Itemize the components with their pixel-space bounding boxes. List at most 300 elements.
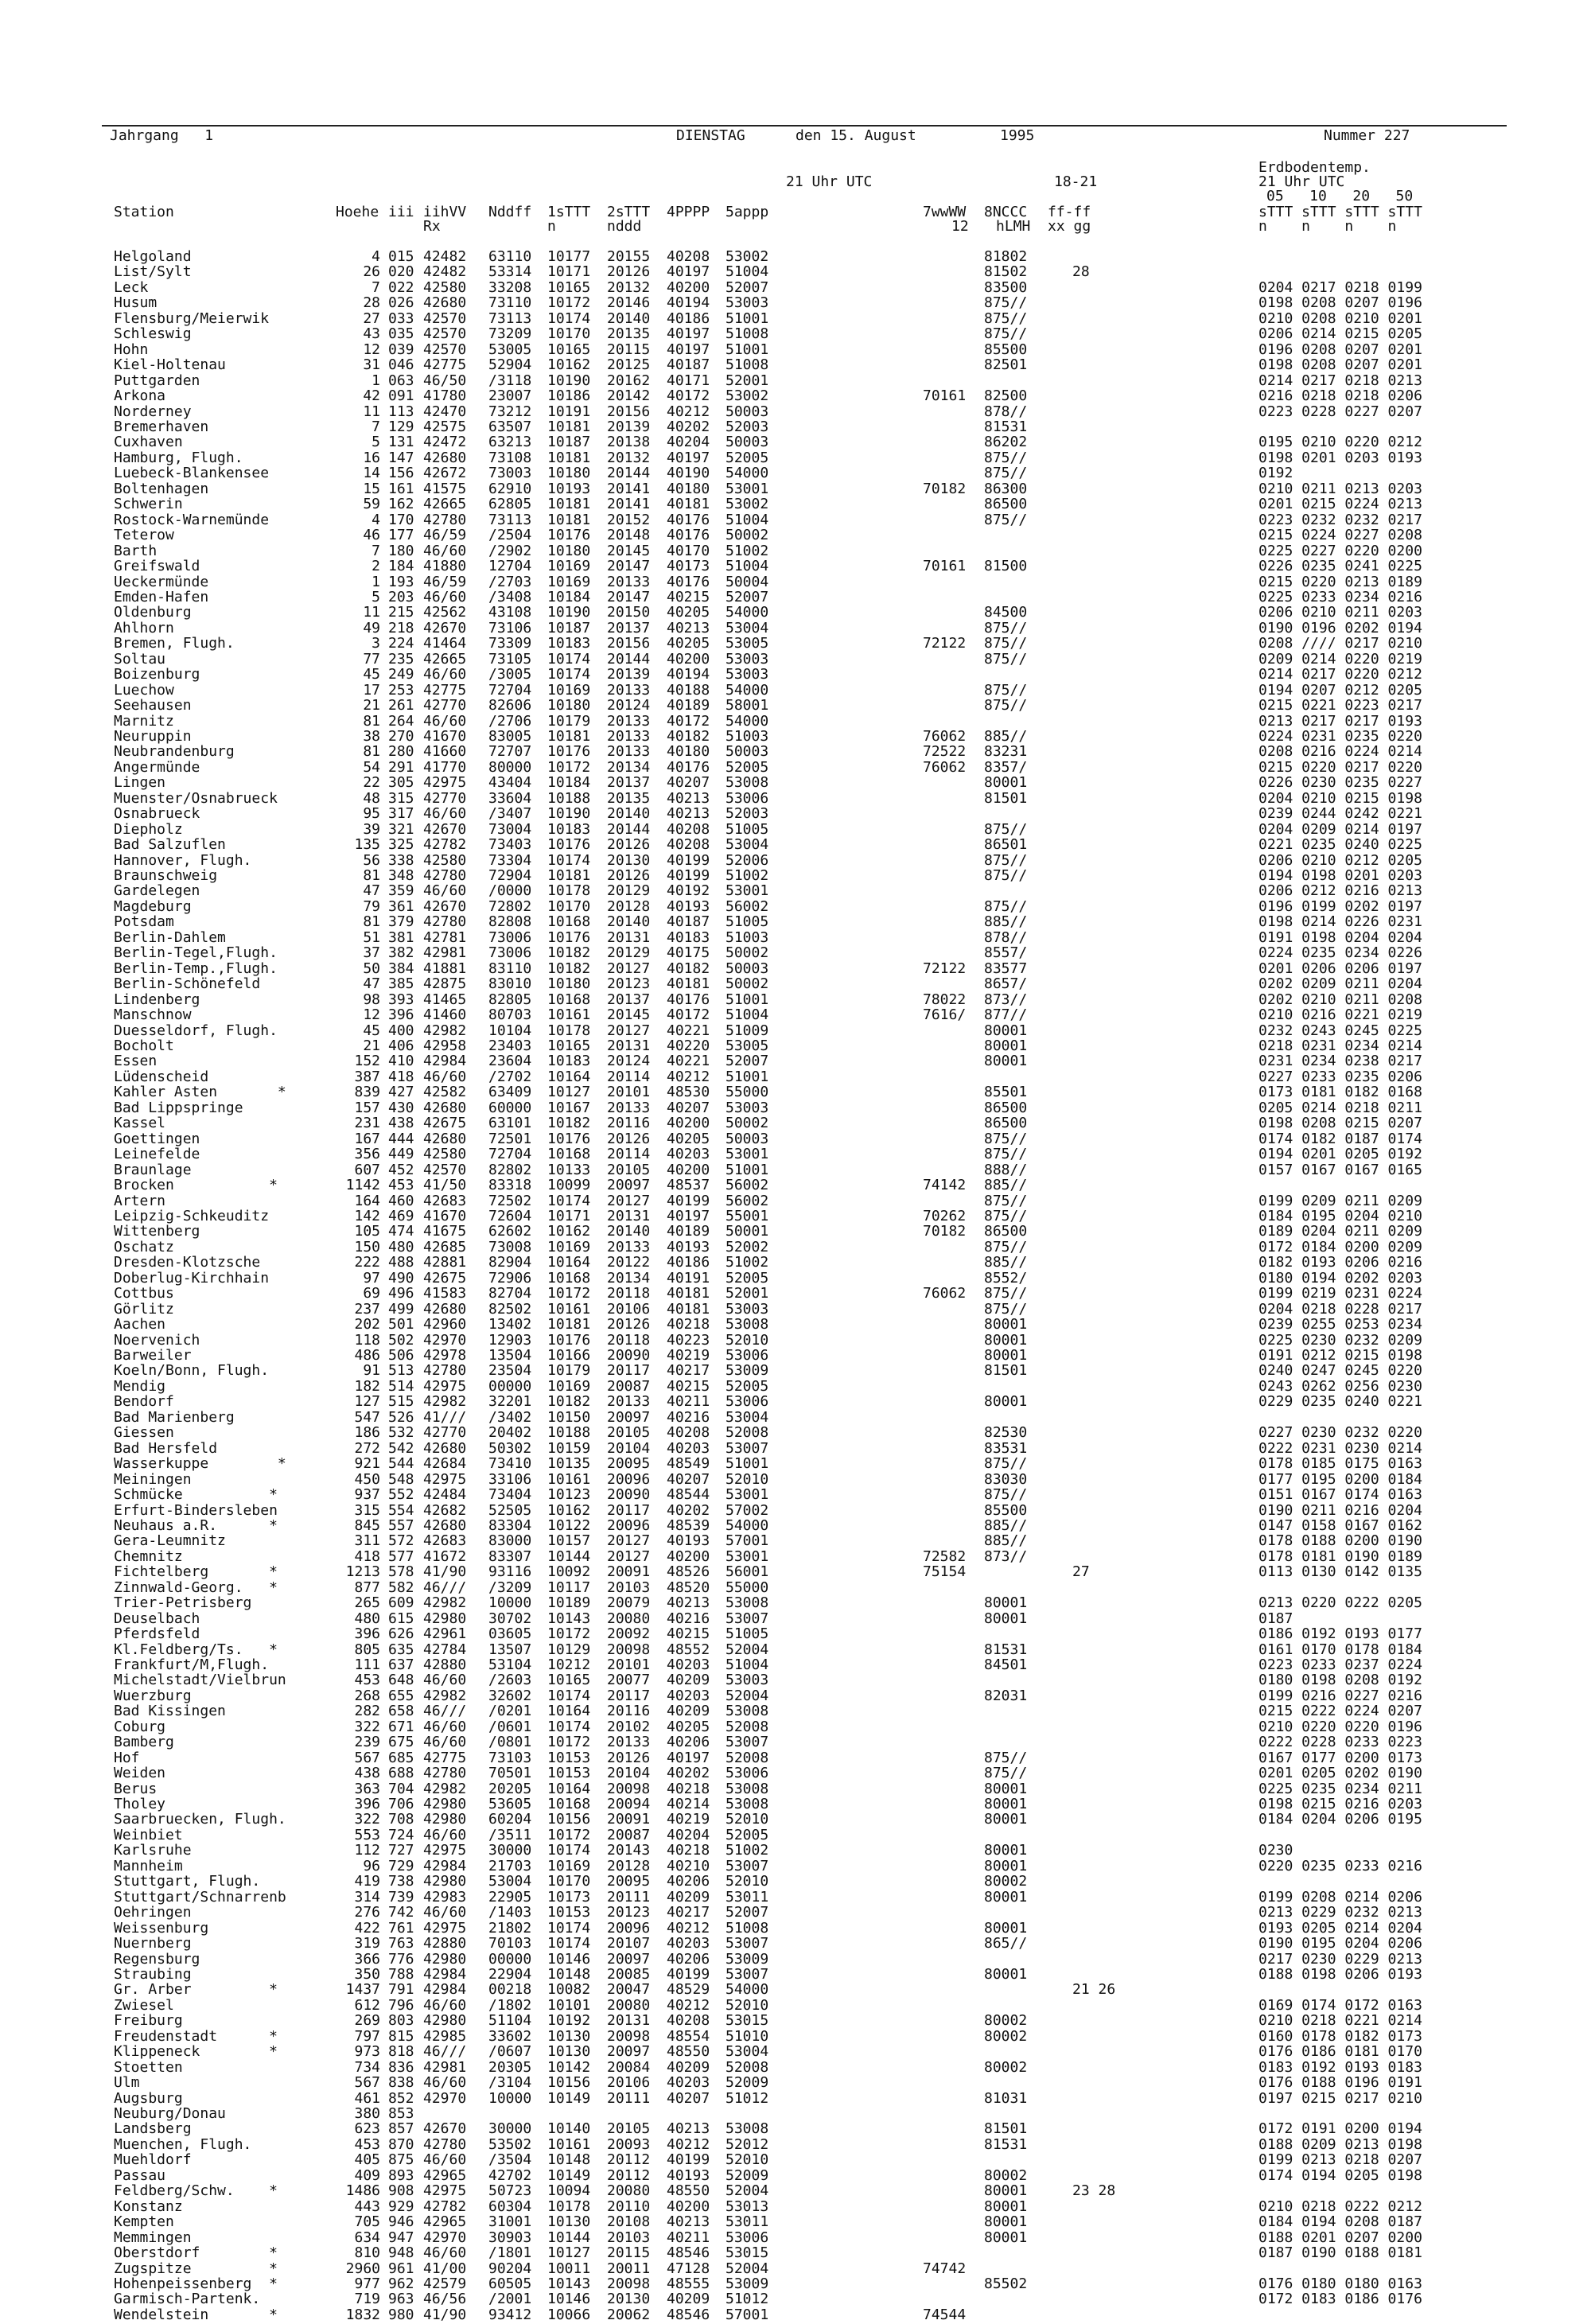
station-height: 81 — [363, 913, 380, 931]
station-iii: 180 — [388, 542, 414, 559]
station-1sttt: 10171 — [547, 263, 591, 281]
station-iii: 063 — [388, 372, 414, 389]
station-8nccc: 80001 — [984, 1610, 1028, 1627]
station-name: Wuerzburg — [114, 1687, 192, 1704]
station-8nccc: 875// — [984, 1285, 1028, 1302]
station-iihvv: 41880 — [423, 558, 467, 574]
station-8nccc: 80001 — [984, 1965, 1028, 1983]
station-5appp: 52008 — [725, 1718, 769, 1735]
station-2sttt: 20097 — [607, 1408, 651, 1426]
station-2sttt: 20131 — [607, 1037, 651, 1054]
station-8nccc: 80001 — [984, 1857, 1028, 1874]
station-2sttt: 20155 — [607, 248, 651, 265]
station-iii: 156 — [388, 465, 414, 482]
station-height: 845 — [354, 1516, 380, 1534]
station-8nccc: 875// — [984, 1130, 1028, 1147]
station-4pppp: 48550 — [667, 2043, 710, 2061]
station-iihvv: 42775 — [423, 1749, 467, 1766]
station-nddff: 82704 — [488, 1285, 532, 1302]
station-name: Augsburg — [114, 2089, 183, 2107]
station-height: 268 — [354, 1687, 380, 1704]
station-soil-temps: 0198 0208 0207 0201 — [1258, 356, 1422, 374]
station-iii: 514 — [388, 1377, 414, 1395]
station-1sttt: 10181 — [547, 727, 591, 745]
station-name: Dresden-Klotzsche — [114, 1254, 261, 1271]
station-iihvv: 42575 — [423, 418, 467, 435]
station-4pppp: 40207 — [667, 774, 710, 792]
station-8nccc: 8657/ — [984, 975, 1028, 993]
soil-depths: 05 10 20 50 — [1266, 188, 1414, 204]
station-iii: 280 — [388, 743, 414, 761]
jahrgang-label: Jahrgang 1 — [110, 127, 214, 144]
station-soil-temps: 0224 0235 0234 0226 — [1258, 944, 1422, 962]
col-7wwww: 7wwWW — [923, 204, 967, 220]
station-4pppp: 40186 — [667, 1254, 710, 1271]
station-iihvv: 42570 — [423, 341, 467, 358]
station-2sttt: 20102 — [607, 1718, 651, 1735]
station-name: List/Sylt — [114, 263, 192, 281]
station-nddff: 72501 — [488, 1130, 532, 1147]
station-name: Bocholt — [114, 1037, 174, 1054]
station-nddff: 93116 — [488, 1563, 532, 1581]
station-name: Leinefelde — [114, 1146, 200, 1163]
station-4pppp: 40218 — [667, 1316, 710, 1333]
station-iihvv: 42579 — [423, 2275, 467, 2292]
station-1sttt: 10174 — [547, 1842, 591, 1859]
station-iihvv: 42984 — [423, 1965, 467, 1983]
station-height: 39 — [363, 820, 380, 838]
station-5appp: 51005 — [725, 820, 769, 838]
station-iihvv: 42570 — [423, 1161, 467, 1178]
station-1sttt: 10127 — [547, 2244, 591, 2261]
station-8nccc: 86202 — [984, 434, 1028, 451]
station-4pppp: 40175 — [667, 944, 710, 962]
station-iii: 791 — [388, 1981, 414, 1999]
station-height: 47 — [363, 882, 380, 900]
station-8nccc: 85500 — [984, 341, 1028, 358]
station-iihvv: 42781 — [423, 928, 467, 946]
station-iii: 381 — [388, 928, 414, 946]
station-4pppp: 40206 — [667, 1734, 710, 1751]
station-1sttt: 10130 — [547, 2043, 591, 2061]
station-8nccc: 80001 — [984, 2229, 1028, 2246]
col-iii: iii — [388, 204, 414, 220]
station-soil-temps: 0204 0210 0215 0198 — [1258, 789, 1422, 807]
station-1sttt: 10176 — [547, 1331, 591, 1349]
station-4pppp: 40215 — [667, 588, 710, 605]
station-nddff: /0201 — [488, 1703, 532, 1720]
station-height: 17 — [363, 681, 380, 699]
station-iii: 162 — [388, 496, 414, 513]
station-iihvv: 46/59 — [423, 527, 467, 544]
station-iihvv: 42980 — [423, 1610, 467, 1627]
station-4pppp: 40200 — [667, 1547, 710, 1565]
station-iihvv: 42580 — [423, 851, 467, 869]
station-5appp: 52010 — [725, 1996, 769, 2014]
station-soil-temps: 0198 0214 0226 0231 — [1258, 913, 1422, 931]
station-8nccc: 81802 — [984, 248, 1028, 265]
station-2sttt: 20133 — [607, 573, 651, 590]
station-height: 142 — [354, 1207, 380, 1224]
station-2sttt: 20146 — [607, 294, 651, 312]
station-5appp: 52009 — [725, 2074, 769, 2092]
station-5appp: 50003 — [725, 434, 769, 451]
station-2sttt: 20111 — [607, 2089, 651, 2107]
station-name: Weissenburg — [114, 1919, 209, 1937]
station-2sttt: 20133 — [607, 1238, 651, 1255]
station-soil-temps: 0198 0208 0215 0207 — [1258, 1115, 1422, 1132]
station-1sttt: 10186 — [547, 387, 591, 404]
station-soil-temps: 0224 0231 0235 0220 — [1258, 727, 1422, 745]
station-7wwww: 70161 — [923, 558, 967, 574]
station-iihvv: 41/90 — [423, 1563, 467, 1581]
station-2sttt: 20096 — [607, 1470, 651, 1488]
station-name: Norderney — [114, 403, 192, 420]
station-5appp: 53005 — [725, 635, 769, 652]
station-name: Barweiler — [114, 1347, 192, 1364]
station-height: 7 — [371, 542, 380, 559]
station-8nccc: 875// — [984, 867, 1028, 884]
station-height: 112 — [354, 1842, 380, 1859]
station-height: 11 — [363, 604, 380, 621]
station-iii: 857 — [388, 2120, 414, 2138]
station-5appp: 53005 — [725, 1037, 769, 1054]
station-iihvv: 42982 — [423, 1687, 467, 1704]
station-4pppp: 40188 — [667, 681, 710, 699]
station-name: Stoetten — [114, 2058, 183, 2076]
station-height: 409 — [354, 2166, 380, 2184]
station-4pppp: 40207 — [667, 1470, 710, 1488]
station-nddff: 73404 — [488, 1486, 532, 1503]
station-height: 366 — [354, 1950, 380, 1968]
station-nddff: /2703 — [488, 573, 532, 590]
station-soil-temps: 0174 0194 0205 0198 — [1258, 2166, 1422, 2184]
station-1sttt: 10153 — [547, 1765, 591, 1782]
station-5appp: 53006 — [725, 1765, 769, 1782]
station-4pppp: 40187 — [667, 356, 710, 374]
station-iihvv: 42784 — [423, 1641, 467, 1658]
station-iihvv: 42675 — [423, 1269, 467, 1287]
station-iihvv: 41672 — [423, 1547, 467, 1565]
station-height: 16 — [363, 449, 380, 466]
station-ff: 27 — [1072, 1563, 1090, 1581]
station-8nccc: 888// — [984, 1161, 1028, 1178]
station-name: Aachen — [114, 1316, 166, 1333]
observation-time: 21 Uhr UTC — [786, 173, 873, 190]
station-height: 2 — [371, 558, 380, 574]
station-5appp: 53001 — [725, 1146, 769, 1163]
station-8nccc: 875// — [984, 1455, 1028, 1473]
station-soil-temps: 0172 0184 0200 0209 — [1258, 1238, 1422, 1255]
station-soil-temps: 0209 0214 0220 0219 — [1258, 650, 1422, 668]
station-4pppp: 40181 — [667, 975, 710, 993]
station-ff: 23 28 — [1072, 2182, 1116, 2200]
station-iihvv: 46/59 — [423, 573, 467, 590]
station-height: 422 — [354, 1919, 380, 1937]
station-2sttt: 20115 — [607, 2244, 651, 2261]
station-8nccc: 80002 — [984, 2058, 1028, 2076]
table-row — [0, 2089, 1591, 2108]
station-8nccc: 877// — [984, 1006, 1028, 1023]
station-5appp: 53015 — [725, 2012, 769, 2030]
station-2sttt: 20118 — [607, 1285, 651, 1302]
station-soil-temps: 0172 0191 0200 0194 — [1258, 2120, 1422, 2138]
station-soil-temps: 0230 — [1258, 1842, 1293, 1859]
station-iihvv: 42582 — [423, 1084, 467, 1101]
station-8nccc: 875// — [984, 1192, 1028, 1209]
station-5appp: 50003 — [725, 743, 769, 761]
station-2sttt: 20097 — [607, 1950, 651, 1968]
station-iihvv: 46/60 — [423, 1718, 467, 1735]
col-hoehe: Hoehe — [336, 204, 379, 220]
station-iii: 552 — [388, 1486, 414, 1503]
station-2sttt: 20128 — [607, 1857, 651, 1874]
station-4pppp: 40208 — [667, 2012, 710, 2030]
station-1sttt: 10133 — [547, 1161, 591, 1178]
station-name: Ueckermünde — [114, 573, 209, 590]
station-5appp: 53001 — [725, 882, 769, 900]
station-nddff: /3005 — [488, 666, 532, 683]
station-5appp: 54000 — [725, 1516, 769, 1534]
station-iii: 305 — [388, 774, 414, 792]
station-nddff: 33602 — [488, 2027, 532, 2045]
station-2sttt: 20111 — [607, 1888, 651, 1906]
station-iii: 215 — [388, 604, 414, 621]
station-name: Schwerin — [114, 496, 183, 513]
station-nddff: 73003 — [488, 465, 532, 482]
station-4pppp: 40187 — [667, 913, 710, 931]
station-2sttt: 20144 — [607, 650, 651, 668]
station-8nccc: 875// — [984, 1146, 1028, 1163]
col-2sttt: 2sTTT — [607, 204, 651, 220]
station-2sttt: 20132 — [607, 278, 651, 296]
station-soil-temps: 0202 0209 0211 0204 — [1258, 975, 1422, 993]
station-1sttt: 10092 — [547, 1563, 591, 1581]
station-nddff: 73006 — [488, 944, 532, 962]
station-4pppp: 40183 — [667, 928, 710, 946]
station-4pppp: 40211 — [667, 1393, 710, 1411]
station-soil-temps: 0199 0213 0218 0207 — [1258, 2151, 1422, 2169]
station-2sttt: 20125 — [607, 356, 651, 374]
station-nddff: 83307 — [488, 1547, 532, 1565]
station-height: 14 — [363, 465, 380, 482]
table-row — [0, 699, 1591, 714]
station-8nccc: 875// — [984, 619, 1028, 636]
station-5appp: 52008 — [725, 1424, 769, 1442]
station-2sttt: 20117 — [607, 1362, 651, 1380]
station-1sttt: 10123 — [547, 1486, 591, 1503]
station-height: 623 — [354, 2120, 380, 2138]
station-8nccc: 81500 — [984, 558, 1028, 574]
station-iii: 578 — [388, 1563, 414, 1581]
station-soil-temps: 0183 0192 0193 0183 — [1258, 2058, 1422, 2076]
station-1sttt: 10129 — [547, 1641, 591, 1658]
station-name: Zinnwald-Georg. * — [114, 1579, 278, 1596]
station-iihvv: 46/// — [423, 2043, 467, 2061]
station-nddff: 72704 — [488, 1146, 532, 1163]
station-iii: 361 — [388, 897, 414, 915]
station-8nccc: 80001 — [984, 1780, 1028, 1797]
station-height: 567 — [354, 2074, 380, 2092]
station-soil-temps: 0190 0211 0216 0204 — [1258, 1501, 1422, 1519]
station-nddff: 21802 — [488, 1919, 532, 1937]
station-4pppp: 40172 — [667, 712, 710, 730]
station-7wwww: 70182 — [923, 480, 967, 497]
station-height: 719 — [354, 2291, 380, 2308]
station-iihvv: 41881 — [423, 960, 467, 977]
station-1sttt: 10157 — [547, 1532, 591, 1550]
station-4pppp: 40176 — [667, 527, 710, 544]
station-soil-temps: 0210 0208 0210 0201 — [1258, 309, 1422, 327]
date-label: den 15. August — [796, 127, 916, 144]
station-1sttt: 10161 — [547, 2135, 591, 2153]
station-1sttt: 10166 — [547, 1347, 591, 1364]
station-iii: 637 — [388, 1656, 414, 1673]
station-4pppp: 40207 — [667, 1099, 710, 1116]
station-4pppp: 40215 — [667, 1625, 710, 1642]
station-4pppp: 40180 — [667, 743, 710, 761]
station-4pppp: 40182 — [667, 960, 710, 977]
station-height: 21 — [363, 1037, 380, 1054]
station-nddff: 63409 — [488, 1084, 532, 1101]
station-5appp: 51002 — [725, 1254, 769, 1271]
station-soil-temps: 0204 0218 0228 0217 — [1258, 1300, 1422, 1318]
station-4pppp: 40181 — [667, 496, 710, 513]
station-nddff: 73410 — [488, 1455, 532, 1473]
station-4pppp: 40209 — [667, 2058, 710, 2076]
station-soil-temps: 0193 0205 0214 0204 — [1258, 1919, 1422, 1937]
station-4pppp: 40176 — [667, 758, 710, 776]
station-4pppp: 40217 — [667, 1904, 710, 1921]
station-5appp: 56002 — [725, 1192, 769, 1209]
station-iii: 648 — [388, 1672, 414, 1689]
station-soil-temps: 0196 0199 0202 0197 — [1258, 897, 1422, 915]
station-soil-temps: 0239 0244 0242 0221 — [1258, 805, 1422, 823]
station-4pppp: 40212 — [667, 1919, 710, 1937]
station-name: Stuttgart/Schnarrenb — [114, 1888, 286, 1906]
station-iihvv: 42665 — [423, 496, 467, 513]
station-nddff: 50302 — [488, 1439, 532, 1457]
station-name: Landsberg — [114, 2120, 192, 2138]
station-5appp: 55000 — [725, 1579, 769, 1596]
col-nddff: Nddff — [488, 204, 532, 220]
station-4pppp: 40193 — [667, 1532, 710, 1550]
station-2sttt: 20133 — [607, 1393, 651, 1411]
station-nddff: 72802 — [488, 897, 532, 915]
station-height: 396 — [354, 1796, 380, 1812]
station-2sttt: 20123 — [607, 1904, 651, 1921]
station-soil-temps: 0147 0158 0167 0162 — [1258, 1516, 1422, 1534]
station-iihvv: 42482 — [423, 263, 467, 281]
station-nddff: /2902 — [488, 542, 532, 559]
station-soil-temps: 0188 0201 0207 0200 — [1258, 2229, 1422, 2246]
station-iii: 685 — [388, 1749, 414, 1766]
station-4pppp: 40204 — [667, 1826, 710, 1843]
station-nddff: /3118 — [488, 372, 532, 389]
station-8nccc: 80001 — [984, 1796, 1028, 1812]
station-name: Soltau — [114, 650, 166, 668]
station-height: 5 — [371, 434, 380, 451]
station-1sttt: 10190 — [547, 604, 591, 621]
station-5appp: 53002 — [725, 496, 769, 513]
station-4pppp: 40212 — [667, 403, 710, 420]
station-4pppp: 48554 — [667, 2027, 710, 2045]
station-name: Bad Lippspringe — [114, 1099, 243, 1116]
station-name: Neuhaus a.R. * — [114, 1516, 278, 1534]
station-soil-temps: 0225 0233 0234 0216 — [1258, 588, 1422, 605]
station-8nccc: 83531 — [984, 1439, 1028, 1457]
station-2sttt: 20090 — [607, 1486, 651, 1503]
station-8nccc: 80002 — [984, 1873, 1028, 1890]
station-2sttt: 20011 — [607, 2260, 651, 2277]
station-8nccc: 875// — [984, 325, 1028, 343]
station-4pppp: 40214 — [667, 1796, 710, 1812]
station-name: Weinbiet — [114, 1826, 183, 1843]
station-2sttt: 20144 — [607, 465, 651, 482]
station-4pppp: 40199 — [667, 851, 710, 869]
station-height: 315 — [354, 1501, 380, 1519]
station-iii: 453 — [388, 1177, 414, 1193]
station-nddff: 73106 — [488, 619, 532, 636]
station-height: 27 — [363, 309, 380, 327]
station-soil-temps: 0218 0231 0234 0214 — [1258, 1037, 1422, 1054]
station-2sttt: 20137 — [607, 619, 651, 636]
station-2sttt: 20116 — [607, 1703, 651, 1720]
station-nddff: /1403 — [488, 1904, 532, 1921]
station-height: 322 — [354, 1718, 380, 1735]
station-soil-temps: 0206 0210 0212 0205 — [1258, 851, 1422, 869]
station-5appp: 52005 — [725, 758, 769, 776]
station-8nccc: 885// — [984, 1516, 1028, 1534]
station-soil-temps: 0167 0177 0200 0173 — [1258, 1749, 1422, 1766]
station-2sttt: 20098 — [607, 2027, 651, 2045]
station-1sttt: 10181 — [547, 418, 591, 435]
station-1sttt: 10174 — [547, 666, 591, 683]
station-iii: 020 — [388, 263, 414, 281]
station-8nccc: 875// — [984, 1207, 1028, 1224]
station-4pppp: 40210 — [667, 1857, 710, 1874]
station-height: 810 — [354, 2244, 380, 2261]
station-8nccc: 80001 — [984, 2213, 1028, 2231]
station-8nccc: 875// — [984, 697, 1028, 714]
station-1sttt: 10188 — [547, 789, 591, 807]
station-4pppp: 47128 — [667, 2260, 710, 2277]
station-7wwww: 78022 — [923, 991, 967, 1008]
station-iihvv: 46/60 — [423, 2244, 467, 2261]
station-4pppp: 40217 — [667, 1362, 710, 1380]
station-1sttt: 10174 — [547, 1718, 591, 1735]
station-iii: 193 — [388, 573, 414, 590]
station-nddff: 62602 — [488, 1223, 532, 1240]
station-2sttt: 20091 — [607, 1563, 651, 1581]
station-name: Oehringen — [114, 1904, 192, 1921]
station-4pppp: 40221 — [667, 1022, 710, 1039]
station-7wwww: 7616/ — [923, 1006, 967, 1023]
station-2sttt: 20098 — [607, 1780, 651, 1797]
station-5appp: 53003 — [725, 650, 769, 668]
station-2sttt: 20145 — [607, 1006, 651, 1023]
station-2sttt: 20105 — [607, 1424, 651, 1442]
station-4pppp: 48552 — [667, 1641, 710, 1658]
station-1sttt: 10174 — [547, 1935, 591, 1952]
station-iii: 270 — [388, 727, 414, 745]
station-1sttt: 10170 — [547, 1873, 591, 1890]
station-4pppp: 40206 — [667, 1873, 710, 1890]
station-2sttt: 20140 — [607, 913, 651, 931]
station-iii: 962 — [388, 2275, 414, 2292]
station-2sttt: 20093 — [607, 2135, 651, 2153]
station-iihvv: 42780 — [423, 867, 467, 884]
